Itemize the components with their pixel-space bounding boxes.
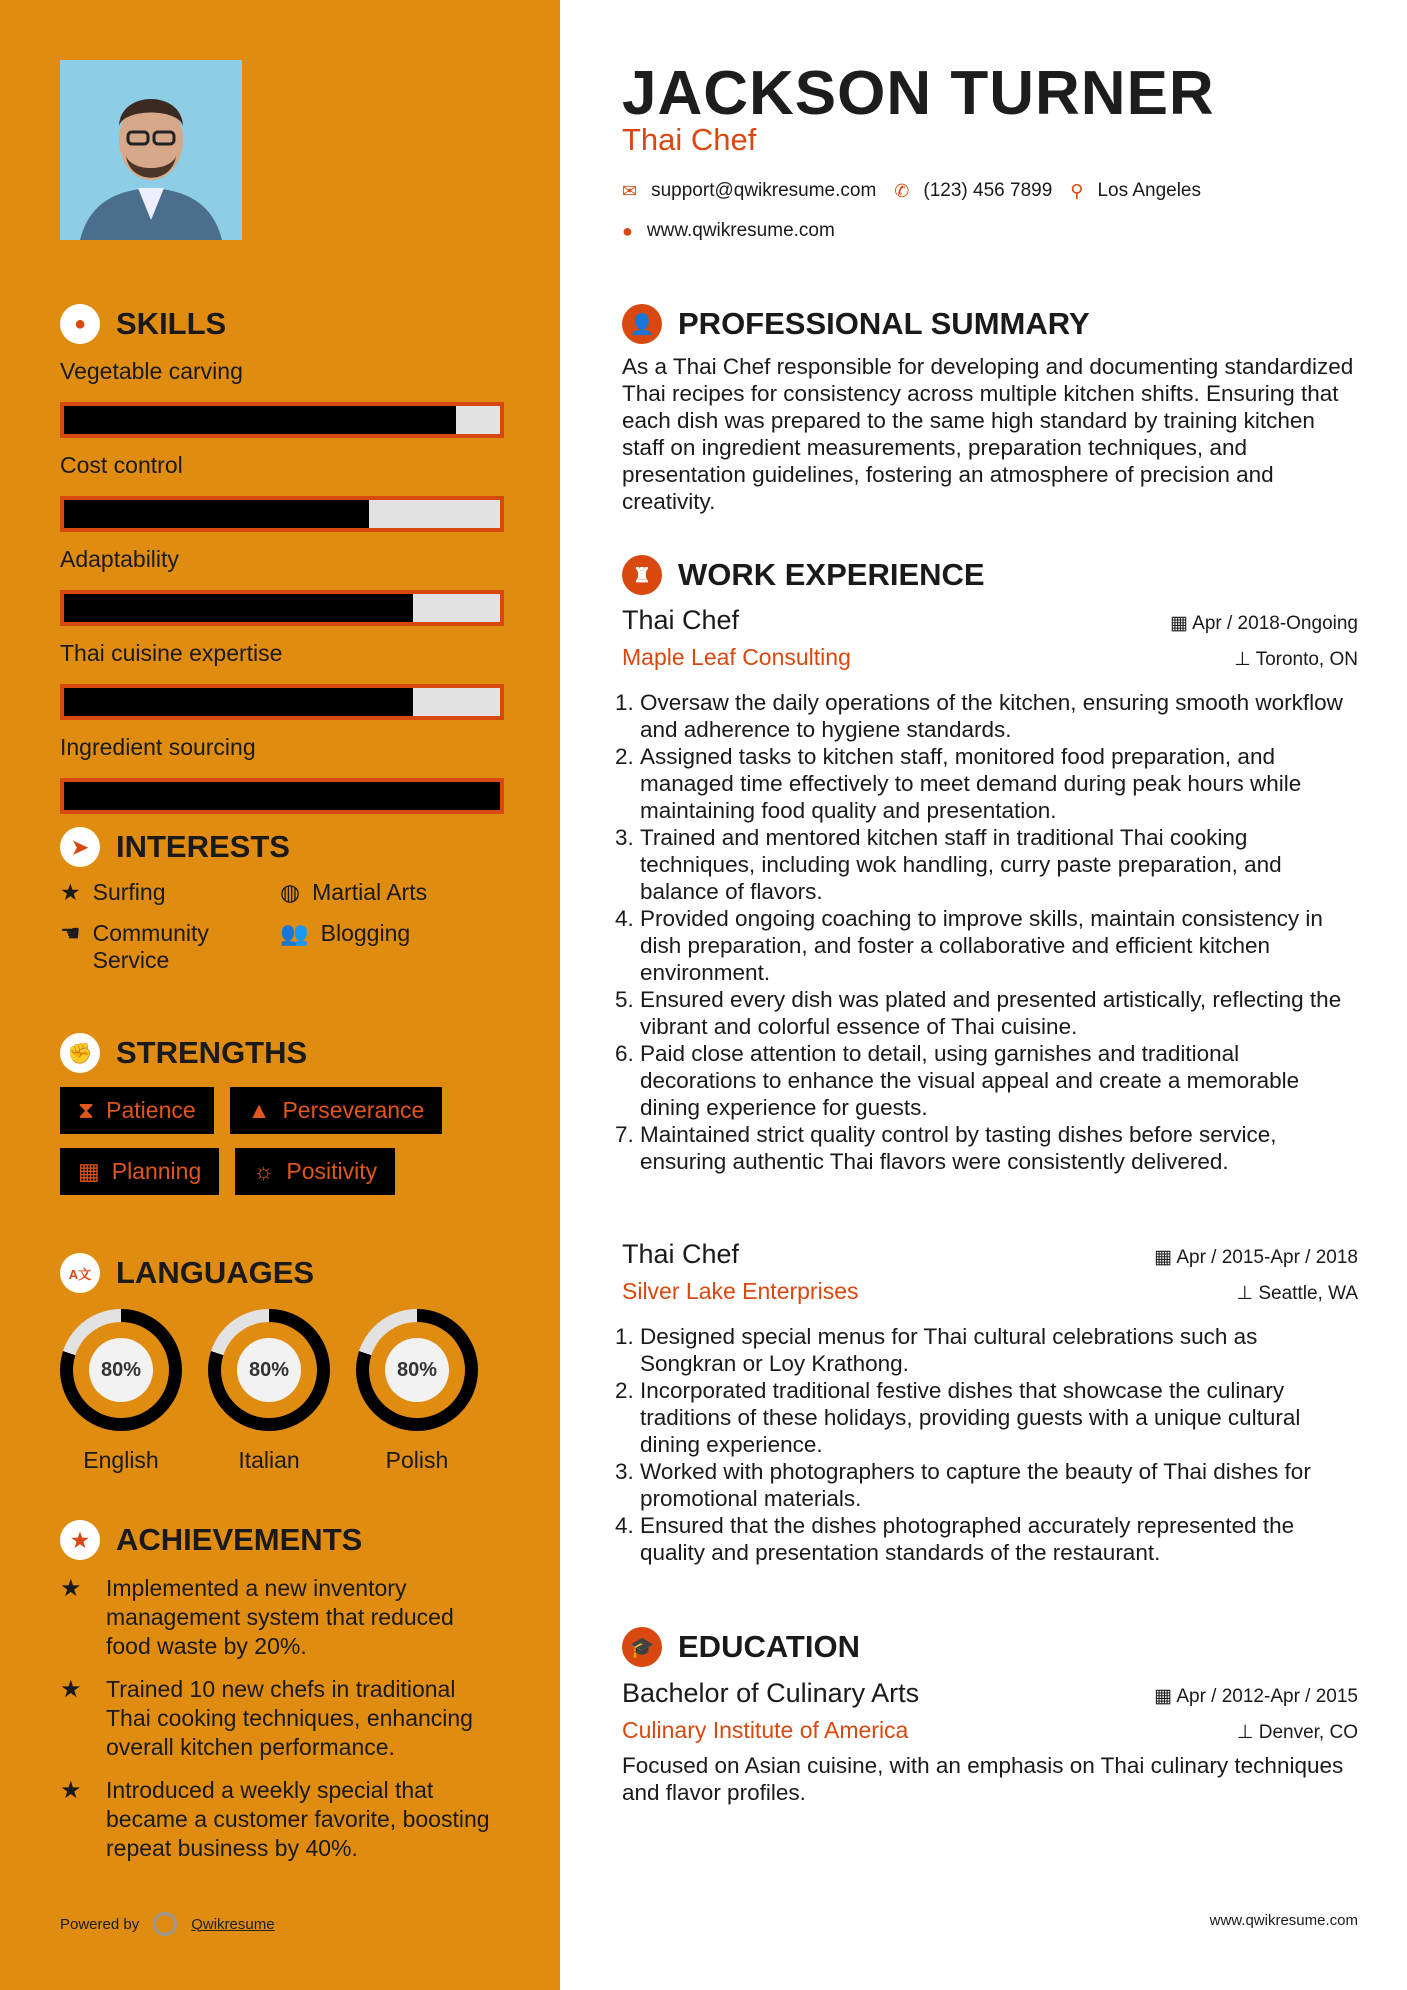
strength-label: Perseverance xyxy=(282,1097,425,1123)
language-icon: A文 xyxy=(60,1253,100,1293)
interest-label: Martial Arts xyxy=(312,879,428,905)
skills-heading: SKILLS xyxy=(116,306,227,341)
calendar-icon: ▦ xyxy=(1154,1247,1177,1268)
job-entry xyxy=(622,1239,1358,1566)
skill-label: Vegetable carving xyxy=(60,358,243,384)
degree: Bachelor of Culinary Arts xyxy=(622,1678,920,1708)
skill-bar xyxy=(60,684,504,720)
job-bullet: 3. Trained and mentored kitchen staff in traditional Thai cooking techniques, including wok handling, curry paste preparation, and balance of flavors. xyxy=(640,824,1358,905)
powered-by xyxy=(60,1912,275,1936)
pin-icon: ⊥ xyxy=(1234,649,1256,670)
education-heading-row xyxy=(622,1627,860,1667)
skill-bar xyxy=(60,778,504,814)
education-entry xyxy=(622,1678,1358,1806)
globe-icon: ◍ xyxy=(280,879,301,905)
education-description: Focused on Asian cuisine, with an emphasis on Thai culinary techniques and flavor profiles. xyxy=(622,1753,1344,1805)
achievement-text: Implemented a new inventory management system that reduced food waste by 20%. xyxy=(106,1575,454,1659)
interest-label: Surfing xyxy=(92,879,166,905)
phone: (123) 456 7899 xyxy=(923,180,1053,201)
contact-row xyxy=(622,180,1201,202)
achievement-text: Trained 10 new chefs in traditional Thai cooking techniques, enhancing overall kitchen performance. xyxy=(106,1676,473,1760)
envelope-icon: ✉ xyxy=(622,180,638,201)
job-bullet: 7. Maintained strict quality control by tasting dishes before service, ensuring authentic Thai flavors were consistently delivered. xyxy=(640,1121,1358,1175)
job-bullet: 1. Oversaw the daily operations of the kitchen, ensuring smooth workflow and adherence to hygiene standards. xyxy=(640,689,1358,743)
skill-bar-fill xyxy=(64,406,456,434)
skills-section xyxy=(60,304,500,814)
sun-icon: ☼ xyxy=(253,1158,275,1184)
strengths-heading: STRENGTHS xyxy=(116,1035,308,1070)
graduation-cap-icon: 🎓 xyxy=(622,1627,662,1667)
language-item xyxy=(60,1309,182,1474)
job-dates: Apr / 2018-Ongoing xyxy=(1192,613,1358,634)
interests-heading: INTERESTS xyxy=(116,829,290,864)
job-location: Seattle, WA xyxy=(1258,1283,1358,1304)
job-bullet: 5. Ensured every dish was plated and presented artistically, reflecting the vibrant and colorful essence of Thai cuisine. xyxy=(640,986,1358,1040)
star-icon: ★ xyxy=(60,1575,82,1602)
language-label: English xyxy=(83,1447,159,1473)
strengths-section xyxy=(60,1033,500,1195)
achievement-item xyxy=(60,1574,500,1661)
star-icon: ★ xyxy=(60,1777,82,1804)
interest-label: Blogging xyxy=(320,920,411,946)
interest-item xyxy=(60,879,280,906)
job-bullet: 2. Assigned tasks to kitchen staff, monitored food preparation, and managed time effectively to meet demand during peak hours while maintaining food quality and presentation. xyxy=(640,743,1358,824)
candidate-name: JACKSON TURNER xyxy=(622,59,1215,128)
fist-icon: ✊ xyxy=(60,1033,100,1073)
education-location: Denver, CO xyxy=(1258,1722,1358,1743)
skill-bar-fill xyxy=(64,594,413,622)
pin-icon: ⊥ xyxy=(1236,1722,1259,1743)
interest-label: Community Service xyxy=(92,920,209,973)
interest-item xyxy=(280,920,500,974)
job-bullets xyxy=(622,689,1358,1175)
language-item xyxy=(208,1309,330,1474)
hand-icon: ☚ xyxy=(60,920,81,946)
language-item xyxy=(356,1309,478,1474)
achievements-heading: ACHIEVEMENTS xyxy=(116,1522,363,1557)
skill-bar-fill xyxy=(64,688,413,716)
pin-icon: ⊥ xyxy=(1236,1283,1259,1304)
calendar-icon: ▦ xyxy=(1169,613,1193,634)
company: Maple Leaf Consulting xyxy=(622,644,851,670)
achievement-text: Introduced a weekly special that became a customer favorite, boosting repeat business by 40%. xyxy=(106,1777,490,1861)
job-bullet: 2. Incorporated traditional festive dishes that showcase the culinary traditions of these holidays, providing guests with a unique cultural dining experience. xyxy=(640,1377,1358,1458)
qwikresume-link[interactable]: Qwikresume xyxy=(191,1915,275,1933)
skill-bar xyxy=(60,590,504,626)
strength-tag xyxy=(230,1087,443,1134)
language-label: Polish xyxy=(385,1447,449,1473)
location: Los Angeles xyxy=(1097,180,1201,201)
job-bullet: 1. Designed special menus for Thai cultural celebrations such as Songkran or Loy Krathong. xyxy=(640,1323,1358,1377)
language-percent: 80% xyxy=(385,1338,449,1402)
road-icon: ▲ xyxy=(247,1097,271,1123)
job-bullet: 6. Paid close attention to detail, using garnishes and traditional decorations to enhance the visual appeal and create a memorable dining experience for guests. xyxy=(640,1040,1358,1121)
language-percent: 80% xyxy=(89,1338,153,1402)
website-row xyxy=(622,220,835,242)
chair-icon: ♜ xyxy=(622,555,662,595)
languages-heading: LANGUAGES xyxy=(116,1255,315,1290)
skill-bar xyxy=(60,496,504,532)
skill-bar xyxy=(60,402,504,438)
strength-tag xyxy=(60,1148,219,1195)
job-dates: Apr / 2015-Apr / 2018 xyxy=(1176,1247,1358,1268)
languages-section xyxy=(60,1253,500,1474)
education-dates: Apr / 2012-Apr / 2015 xyxy=(1176,1686,1358,1707)
job-bullet: 4. Provided ongoing coaching to improve skills, maintain consistency in dish preparation, and foster a collaborative and efficient kitchen environment. xyxy=(640,905,1358,986)
education-heading: EDUCATION xyxy=(678,1629,860,1664)
qwikresume-logo-icon xyxy=(153,1912,177,1936)
website[interactable]: www.qwikresume.com xyxy=(646,220,835,241)
sidebar xyxy=(0,0,560,1990)
lightbulb-icon: ● xyxy=(60,304,100,344)
phone-icon: ✆ xyxy=(894,180,910,201)
globe-icon: ● xyxy=(622,220,633,241)
job-entry xyxy=(622,605,1358,1175)
email[interactable]: support@qwikresume.com xyxy=(651,180,877,201)
strength-tag xyxy=(60,1087,214,1134)
skill-bar-fill xyxy=(64,500,369,528)
school: Culinary Institute of America xyxy=(622,1717,909,1743)
map-pin-icon: ⚲ xyxy=(1070,180,1084,201)
job-title: Thai Chef xyxy=(622,122,757,157)
skill-label: Adaptability xyxy=(60,546,179,572)
work-heading-row xyxy=(622,555,985,595)
strength-label: Patience xyxy=(106,1097,196,1123)
star-badge-icon: ★ xyxy=(60,1520,100,1560)
user-icon: 👤 xyxy=(622,304,662,344)
hourglass-icon: ⧗ xyxy=(78,1097,95,1123)
interest-item xyxy=(280,879,500,906)
language-progress-ring xyxy=(60,1309,182,1431)
achievements-section xyxy=(60,1520,500,1863)
skill-label: Thai cuisine expertise xyxy=(60,640,283,666)
summary-heading: PROFESSIONAL SUMMARY xyxy=(678,306,1090,341)
strength-label: Planning xyxy=(111,1158,202,1184)
skill-bar-fill xyxy=(64,782,500,810)
job-entry-title: Thai Chef xyxy=(622,605,740,635)
language-progress-ring xyxy=(356,1309,478,1431)
users-icon: 👥 xyxy=(280,920,309,946)
star-icon: ★ xyxy=(60,1676,82,1703)
job-location: Toronto, ON xyxy=(1255,649,1358,670)
paper-plane-icon: ➤ xyxy=(60,827,100,867)
achievement-item xyxy=(60,1675,500,1762)
powered-by-label: Powered by xyxy=(60,1915,140,1933)
calendar-icon: ▦ xyxy=(78,1158,100,1184)
job-bullets xyxy=(622,1323,1358,1566)
achievement-item xyxy=(60,1776,500,1863)
strength-tag xyxy=(235,1148,395,1195)
job-entry-title: Thai Chef xyxy=(622,1239,740,1269)
job-bullet: 4. Ensured that the dishes photographed accurately represented the quality and presentation standards of the restaurant. xyxy=(640,1512,1358,1566)
work-heading: WORK EXPERIENCE xyxy=(678,557,985,592)
language-progress-ring xyxy=(208,1309,330,1431)
summary-heading-row xyxy=(622,304,1090,344)
star-icon: ★ xyxy=(60,879,81,905)
summary-text: As a Thai Chef responsible for developing and documenting standardized Thai recipes for consistency across multiple kitchen shifts. Ensuring that each dish was prepared to the same high standard by training kitchen staff on ingredient measurements, preparation techniques, and presentation guidelines, fostering an atmosphere of precision and creativity. xyxy=(622,354,1354,514)
strength-label: Positivity xyxy=(286,1158,378,1184)
job-bullet: 3. Worked with photographers to capture the beauty of Thai dishes for promotional materials. xyxy=(640,1458,1358,1512)
skill-label: Ingredient sourcing xyxy=(60,734,256,760)
language-label: Italian xyxy=(238,1447,300,1473)
language-percent: 80% xyxy=(237,1338,301,1402)
skill-label: Cost control xyxy=(60,452,183,478)
profile-photo xyxy=(60,60,242,240)
footer-website: www.qwikresume.com xyxy=(1209,1912,1358,1929)
calendar-icon: ▦ xyxy=(1154,1686,1177,1707)
interest-item xyxy=(60,920,280,974)
interests-section xyxy=(60,827,500,974)
company: Silver Lake Enterprises xyxy=(622,1278,859,1304)
